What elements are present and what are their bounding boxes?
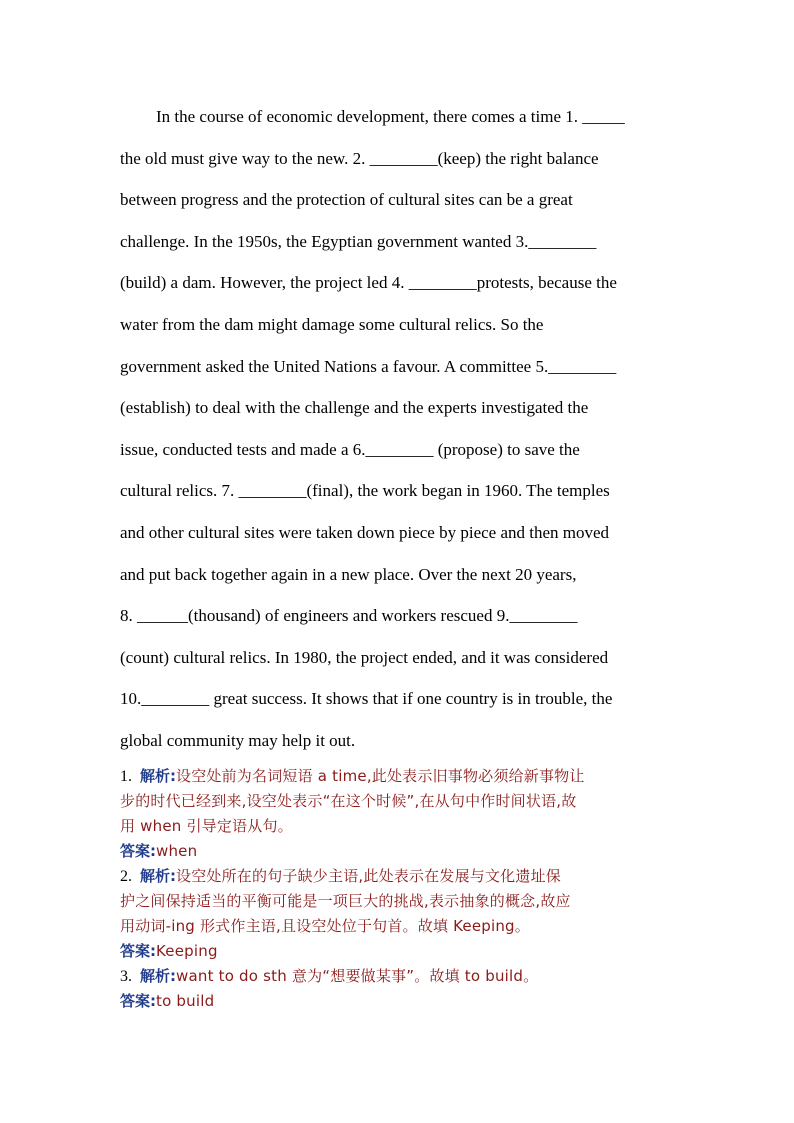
q2-explanation-text-1: 设空处所在的句子缺少主语,此处表示在发展与文化遗址保 bbox=[176, 867, 561, 885]
passage-line-4: challenge. In the 1950s, the Egyptian government wanted 3.________ bbox=[120, 231, 597, 251]
passage-line-12: and put back together again in a new place. Over the next 20 years, bbox=[120, 564, 577, 584]
q2-number: 2. bbox=[120, 868, 132, 885]
cloze-passage bbox=[120, 100, 680, 766]
q3-answer-label: 答案: bbox=[120, 992, 156, 1010]
passage-line-11: and other cultural sites were taken down piece by piece and then moved bbox=[120, 522, 610, 542]
q2-answer: Keeping bbox=[156, 942, 218, 960]
q2-answer-line bbox=[120, 939, 680, 964]
passage-line-9: issue, conducted tests and made a 6.________ (propose) to save the bbox=[120, 439, 580, 459]
answer-key bbox=[120, 764, 680, 1014]
q2-explanation-line-1 bbox=[120, 864, 680, 889]
q2-explanation-text-2: 护之间保持适当的平衡可能是一项巨大的挑战,表示抽象的概念,故应 bbox=[120, 892, 571, 910]
passage-line-16: global community may help it out. bbox=[120, 730, 356, 750]
q1-explanation-text-1: 设空处前为名词短语 a time,此处表示旧事物必须给新事物让 bbox=[176, 767, 585, 785]
passage-line-5: (build) a dam. However, the project led 4. ________protests, because the bbox=[120, 273, 617, 293]
q1-explanation-text-3: 用 when 引导定语从句。 bbox=[120, 817, 293, 835]
passage-line-13: 8. ______(thousand) of engineers and workers rescued 9.________ bbox=[120, 606, 578, 626]
q1-answer: when bbox=[156, 842, 198, 860]
q3-number: 3. bbox=[120, 968, 132, 985]
passage-line-2: the old must give way to the new. 2. ________(keep) the right balance bbox=[120, 148, 599, 168]
q3-answer-line bbox=[120, 989, 680, 1014]
q1-analysis-label: 解析: bbox=[140, 767, 176, 785]
q2-explanation-line-2 bbox=[120, 889, 680, 914]
passage-line-6: water from the dam might damage some cultural relics. So the bbox=[120, 314, 544, 334]
passage-line-3: between progress and the protection of cultural sites can be a great bbox=[120, 190, 573, 210]
passage-line-1: In the course of economic development, there comes a time 1. _____ bbox=[156, 107, 625, 126]
passage-line-7: government asked the United Nations a favour. A committee 5.________ bbox=[120, 356, 617, 376]
q3-explanation-text-1: want to do sth 意为“想要做某事”。故填 to build。 bbox=[176, 967, 539, 985]
q3-analysis-label: 解析: bbox=[140, 967, 176, 985]
q1-answer-label: 答案: bbox=[120, 842, 156, 860]
q2-explanation-text-3: 用动词-ing 形式作主语,且设空处位于句首。故填 Keeping。 bbox=[120, 917, 530, 935]
q1-explanation-line-2 bbox=[120, 789, 680, 814]
q1-explanation-line-3 bbox=[120, 814, 680, 839]
passage-line-8: (establish) to deal with the challenge and the experts investigated the bbox=[120, 398, 589, 418]
passage-line-15: 10.________ great success. It shows that if one country is in trouble, the bbox=[120, 689, 613, 709]
q2-analysis-label: 解析: bbox=[140, 867, 176, 885]
q2-answer-label: 答案: bbox=[120, 942, 156, 960]
q3-answer: to build bbox=[156, 992, 215, 1010]
q1-explanation-line-1 bbox=[120, 764, 680, 789]
passage-line-10: cultural relics. 7. ________(final), the work began in 1960. The temples bbox=[120, 481, 610, 501]
q1-explanation-text-2: 步的时代已经到来,设空处表示“在这个时候”,在从句中作时间状语,故 bbox=[120, 792, 577, 810]
passage-line-14: (count) cultural relics. In 1980, the project ended, and it was considered bbox=[120, 647, 609, 667]
q3-explanation-line-1 bbox=[120, 964, 680, 989]
q1-answer-line bbox=[120, 839, 680, 864]
q2-explanation-line-3 bbox=[120, 914, 680, 939]
q1-number: 1. bbox=[120, 768, 132, 785]
